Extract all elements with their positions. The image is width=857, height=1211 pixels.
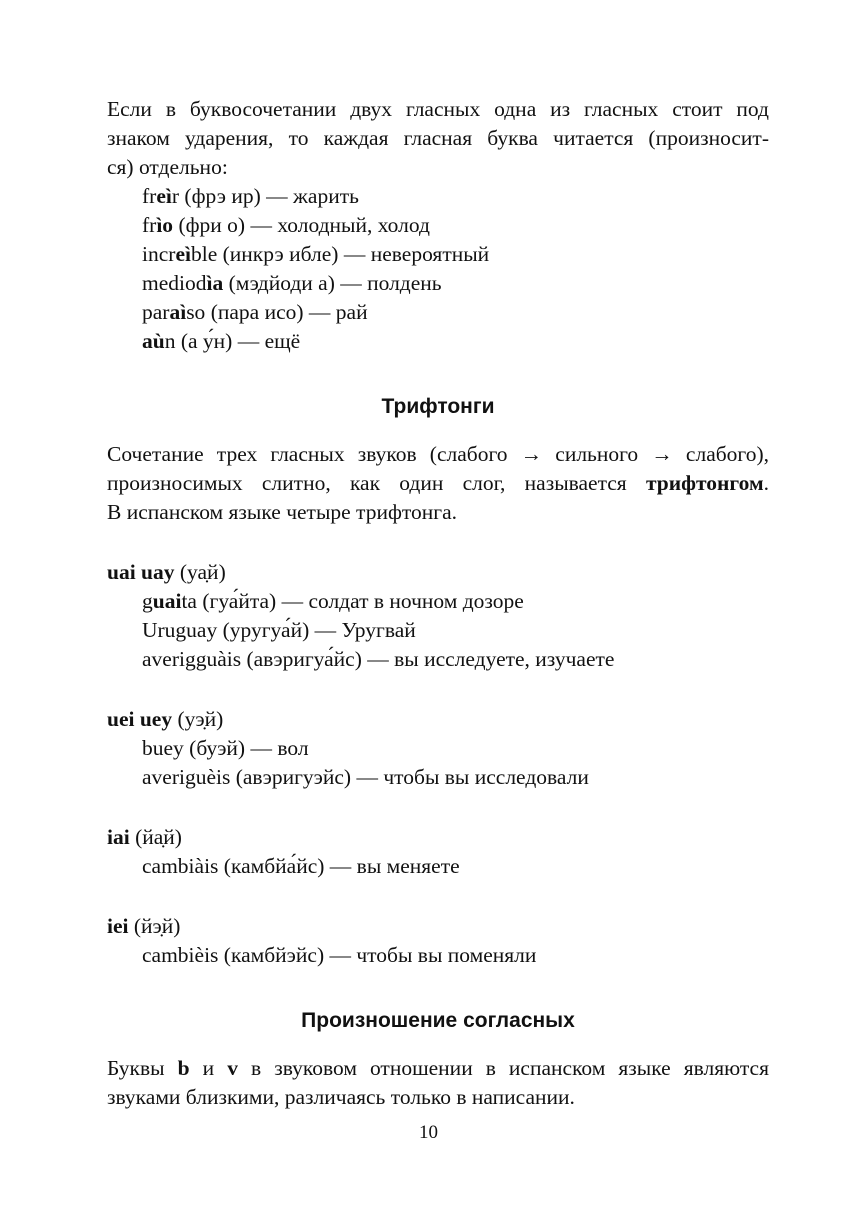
example-line: frìo (фри о) — холодный, холод	[142, 213, 430, 237]
intro-paragraph	[107, 95, 769, 182]
paragraph-line: Буквы b и v в звуковом отношении в испанском языке являются	[107, 1056, 769, 1080]
paragraph-line: Сочетание трех гласных звуков (слабого → сильного → слабого),	[107, 442, 769, 466]
example-line: Uruguay (уругуа́й) — Уругвай	[142, 618, 416, 642]
page-number: 10	[419, 1122, 438, 1143]
group-heading: iai (йа̣й)	[107, 825, 182, 849]
example-line: cambiàis (камбйа́йс) — вы меняете	[142, 854, 460, 878]
example-line: averiguèis (авэригуэйс) — чтобы вы исследовали	[142, 765, 589, 789]
example-line: buey (буэй) — вол	[142, 736, 309, 760]
group-heading: uei uey (уэ̣й)	[107, 707, 224, 731]
group-heading: uai uay (уа̣й)	[107, 560, 226, 584]
intro-line: знаком ударения, то каждая гласная буква читается (произносит-	[107, 126, 769, 150]
triphthong-group	[107, 823, 769, 881]
triphthong-group	[107, 558, 769, 674]
example-line: guaita (гуа́йта) — солдат в ночном дозоре	[142, 589, 524, 613]
paragraph-line: звуками близкими, различаясь только в написании.	[107, 1085, 575, 1109]
example-line: averigguàis (авэригуа́йс) — вы исследуете, изучаете	[142, 647, 615, 671]
hiatus-example-list	[107, 182, 769, 356]
example-line: increìble (инкрэ ибле) — невероятный	[142, 242, 490, 266]
paragraph-line: произносимых слитно, как один слог, называется трифтонгом.	[107, 471, 769, 495]
example-line: aùn (а у́н) — ещё	[142, 329, 301, 353]
example-line: mediodìa (мэдйоди а) — полдень	[142, 271, 442, 295]
example-line: paraìso (пара исо) — рай	[142, 300, 368, 324]
page-body	[107, 95, 769, 1112]
consonants-paragraph	[107, 1054, 769, 1112]
triphthong-group	[107, 912, 769, 970]
section-heading-consonants: Произношение согласных	[301, 1009, 575, 1032]
intro-line: Если в буквосочетании двух гласных одна из гласных стоит под	[107, 97, 769, 121]
example-line: cambièis (камбйэйс) — чтобы вы поменяли	[142, 943, 537, 967]
intro-line: ся) отдельно:	[107, 155, 228, 179]
paragraph-line: В испанском языке четыре трифтонга.	[107, 500, 458, 524]
section-heading-triphthongs: Трифтонги	[381, 395, 495, 418]
group-heading: iei (йэ̣й)	[107, 914, 181, 938]
triphthongs-paragraph	[107, 440, 769, 527]
example-line: freìr (фрэ ир) — жарить	[142, 184, 359, 208]
triphthong-group	[107, 705, 769, 792]
